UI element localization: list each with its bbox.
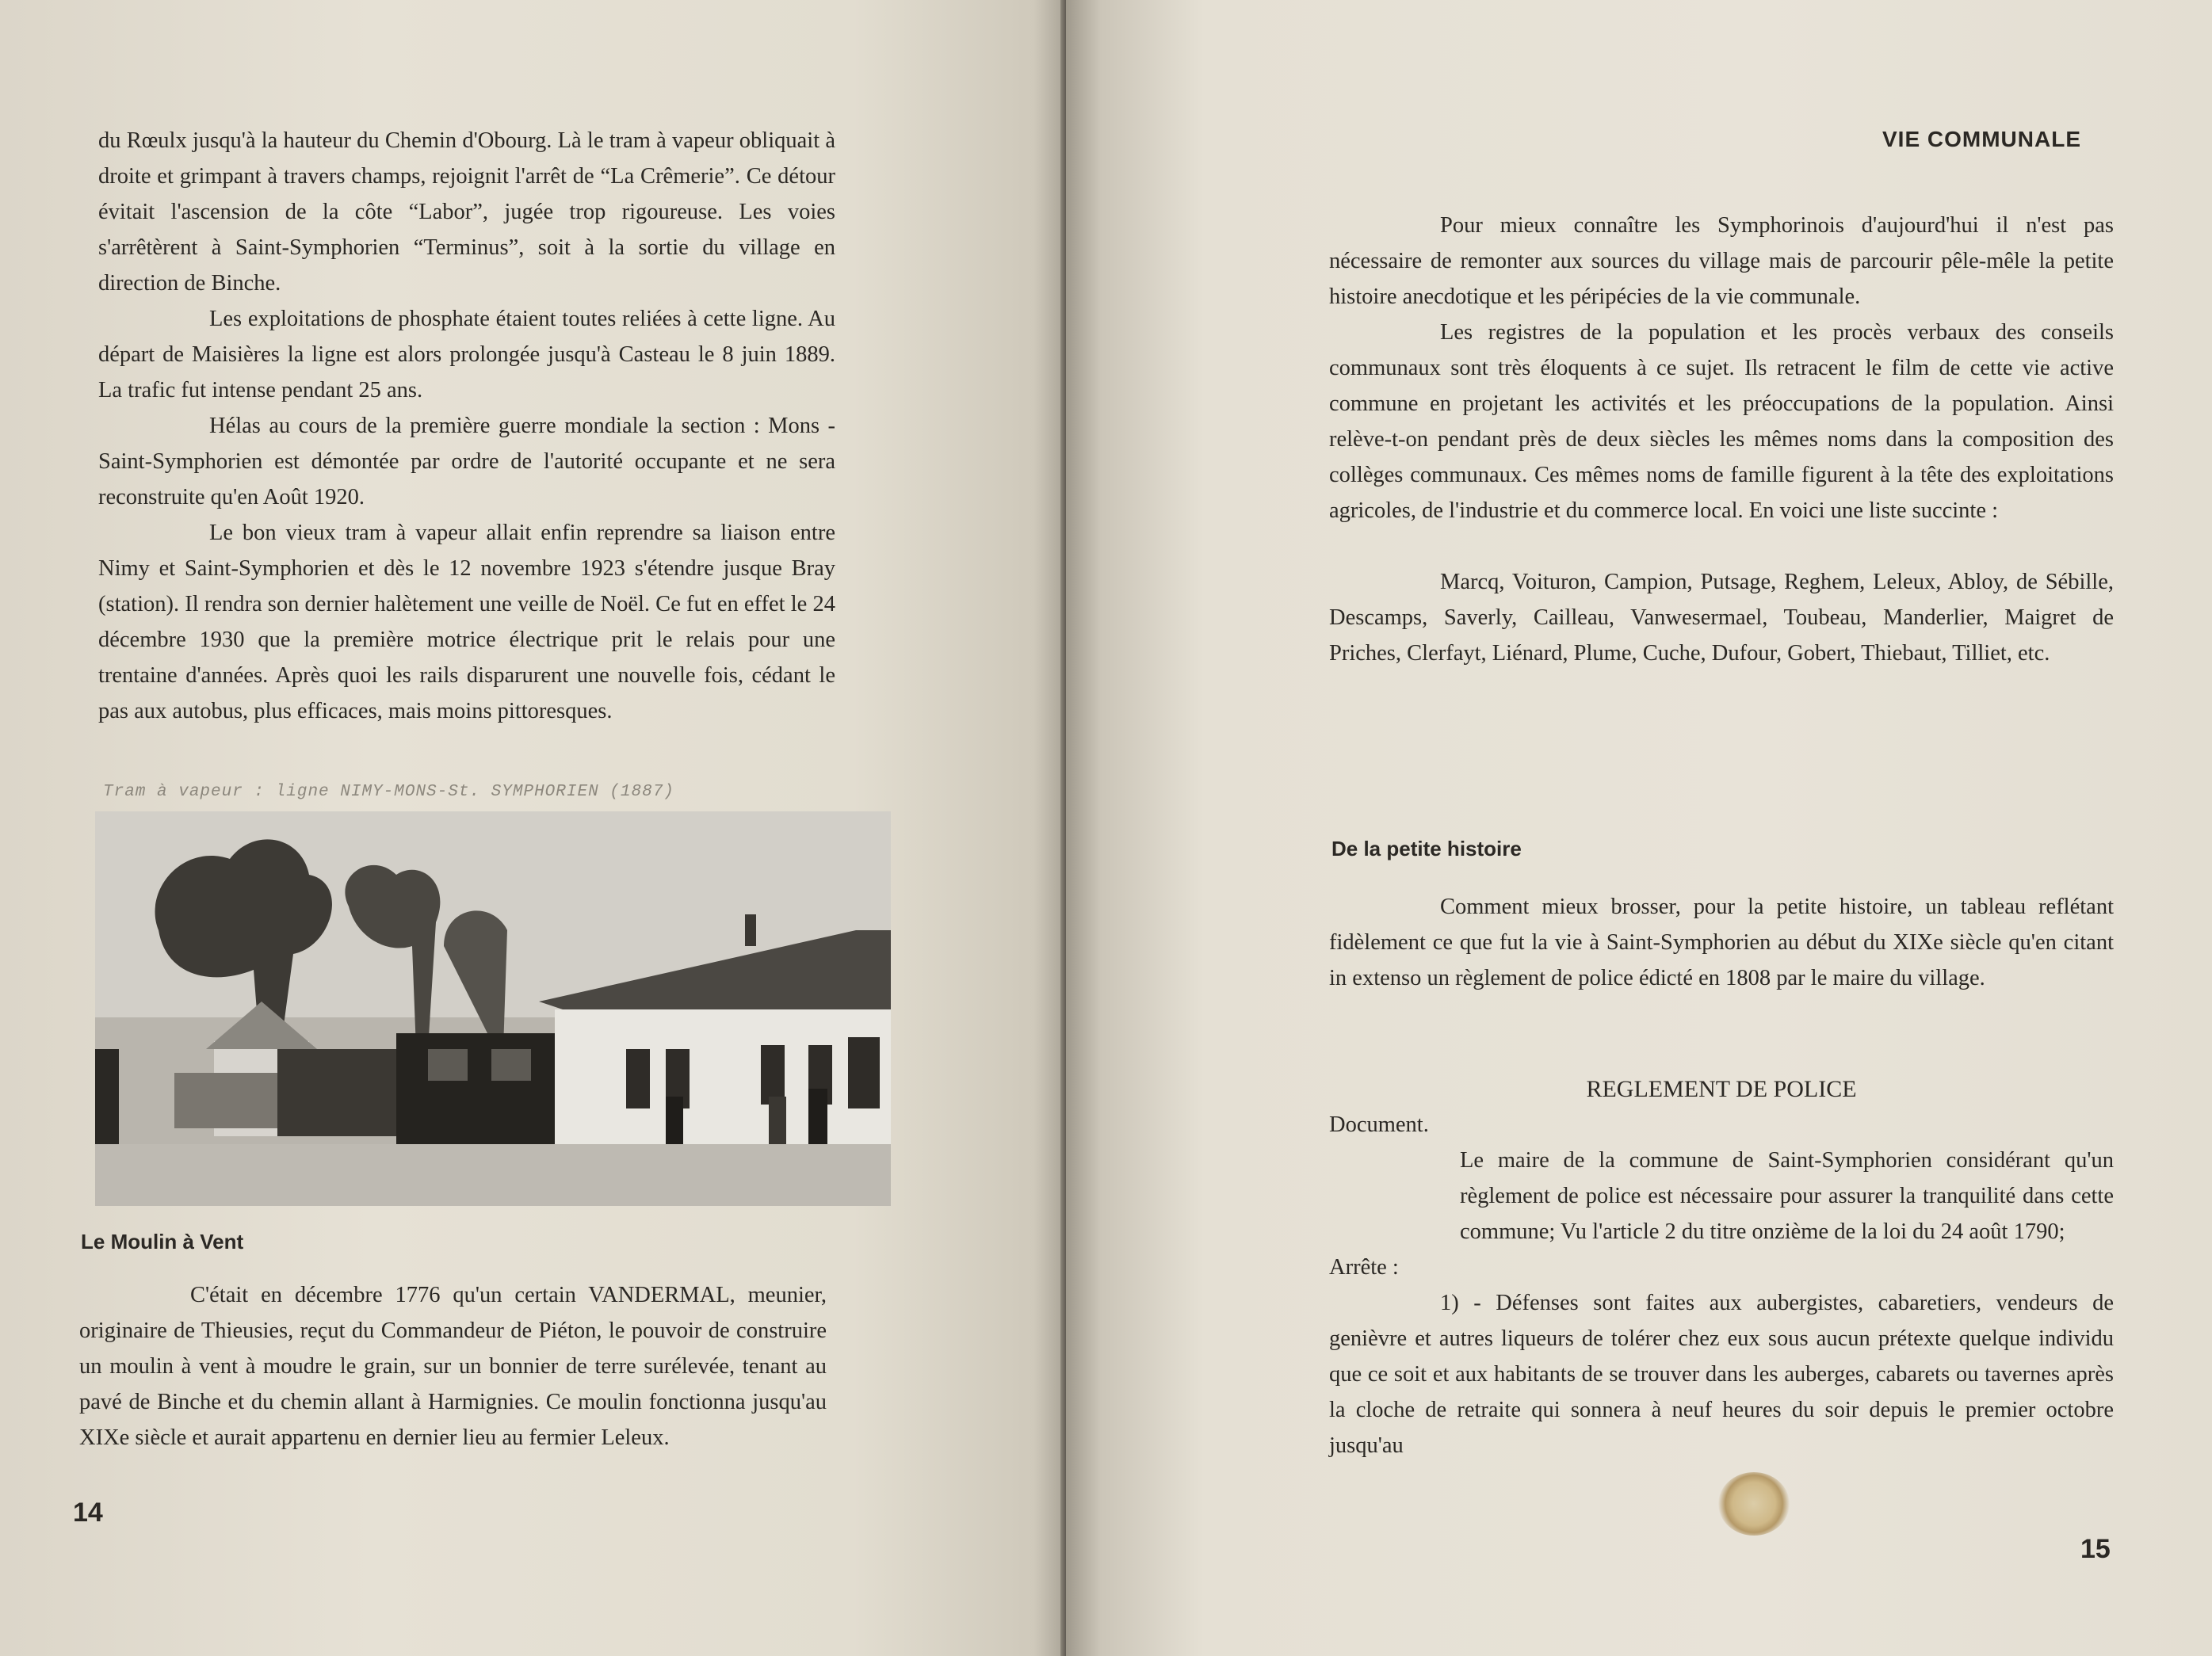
right-page (1066, 0, 2212, 1656)
photo-caption: Tram à vapeur : ligne NIMY-MONS-St. SYMPHORIEN (1887) (103, 783, 674, 801)
left-paragraph-4: Le bon vieux tram à vapeur allait enfin reprendre sa liaison entre Nimy et Saint-Symphorien et dès le 12 novembre 1923 s'étendre jusque Bray (station). Il rendra son dernier halètement une veille de Noël. Ce fut en effet le 24 décembre 1930 que la première motrice électrique prit le relais pour une trentaine d'années. Après quoi les rails disparurent une nouvelle fois, cédant le pas aux autobus, plus efficaces, mais moins pittoresques. (98, 521, 835, 723)
left-paragraph-2: Les exploitations de phosphate étaient toutes reliées à cette ligne. Au départ de Maisières la ligne est alors prolongée jusqu'à Casteau le 8 juin 1889. La trafic fut intense pendant 25 ans. (98, 307, 835, 403)
left-paragraph-1: du Rœulx jusqu'à la hauteur du Chemin d'Obourg. Là le tram à vapeur obliquait à droite et grimpant à travers champs, rejoignit l'arrêt de “La Crêmerie”. Ce détour évitait l'ascension de la côte “Labor”, jugée trop rigoureuse. Les voies s'arrêtèrent à Saint-Symphorien “Terminus”, soit à la sortie du village en direction de Binche. (98, 128, 835, 296)
left-body-text (98, 123, 835, 729)
moulin-paragraph: C'était en décembre 1776 qu'un certain VANDERMAL, meunier, originaire de Thieusies, reçut du Commandeur de Piéton, le pouvoir de construire un moulin à vent à moudre le grain, sur un bonnier de terre surélevée, tenant au pavé de Binche et du chemin allant à Harmignies. Ce moulin fonctionna jusqu'au XIXe siècle et aurait appartenu en dernier lieu au fermier Leleux. (79, 1283, 827, 1450)
section-heading-petite-histoire: De la petite histoire (1331, 837, 1522, 860)
petite-histoire-paragraph: Comment mieux brosser, pour la petite histoire, un tableau reflétant fidèlement ce que fut la vie à Saint-Symphorien au début du XIXe siècle qu'en citant in extenso un règlement de police édicté en 1808 par le maire du village. (1329, 895, 2114, 990)
right-paragraph-2: Les registres de la population et les procès verbaux des conseils communaux sont très éloquents à ce sujet. Ils retracent le film de cette vie active commune en projetant les activités et les préoccupations de la population. Ainsi relève-t-on pendant près de deux siècles les mêmes noms dans la composition des collèges communaux. Ces mêmes noms de famille figurent à la tête des exploitations agricoles, de l'industrie et du commerce local. En voici une liste succinte : (1329, 320, 2114, 523)
page-number-left: 14 (73, 1498, 103, 1528)
right-body-text (1329, 208, 2114, 671)
left-paragraph-3: Hélas au cours de la première guerre mondiale la section : Mons - Saint-Symphorien est démontée par ordre de l'autorité occupante et ne sera reconstruite qu'en Août 1920. (98, 414, 835, 509)
document-label: Document. (1329, 1112, 1429, 1137)
family-names-list: Marcq, Voituron, Campion, Putsage, Reghem, Leleux, Abloy, de Sébille, Descamps, Saverly, Cailleau, Vanwesermael, Toubeau, Manderlier, Maigret de Priches, Clerfayt, Liénard, Plume, Cuche, Dufour, Gobert, Thiebaut, Tilliet, etc. (1329, 570, 2114, 666)
left-page (0, 0, 1066, 1656)
moulin-text (79, 1277, 827, 1456)
section-heading-moulin: Le Moulin à Vent (81, 1230, 244, 1253)
right-paragraph-1: Pour mieux connaître les Symphorinois d'aujourd'hui il n'est pas nécessaire de remonter aux sources du village mais de parcourir pêle-mêle la petite histoire anecdotique et les péripécies de la vie communale. (1329, 213, 2114, 309)
reglement-block (1329, 1071, 2114, 1463)
coffee-stain (1718, 1472, 1790, 1536)
reglement-title: REGLEMENT DE POLICE (1586, 1076, 1857, 1102)
considerant-text: Le maire de la commune de Saint-Symphorien considérant qu'un règlement de police est nécessaire pour assurer la tranquilité dans cette commune; Vu l'article 2 du titre onzième de la loi du 24 août 1790; (1460, 1148, 2114, 1244)
petite-histoire-text (1329, 889, 2114, 996)
steam-tram-photo (95, 811, 891, 1206)
article-1-text: 1) - Défenses sont faites aux aubergistes, cabaretiers, vendeurs de genièvre et autres liqueurs de tolérer chez eux sous aucun prétexte quelque individu que ce soit et aux habitants de se trouver dans les auberges, cabarets ou tavernes après la cloche de retraite qui sonnera à neuf heures du soir depuis le premier octobre jusqu'au (1329, 1291, 2114, 1458)
page-number-right: 15 (2080, 1534, 2111, 1564)
arrete-label: Arrête : (1329, 1255, 1399, 1280)
running-head: VIE COMMUNALE (1882, 127, 2081, 151)
